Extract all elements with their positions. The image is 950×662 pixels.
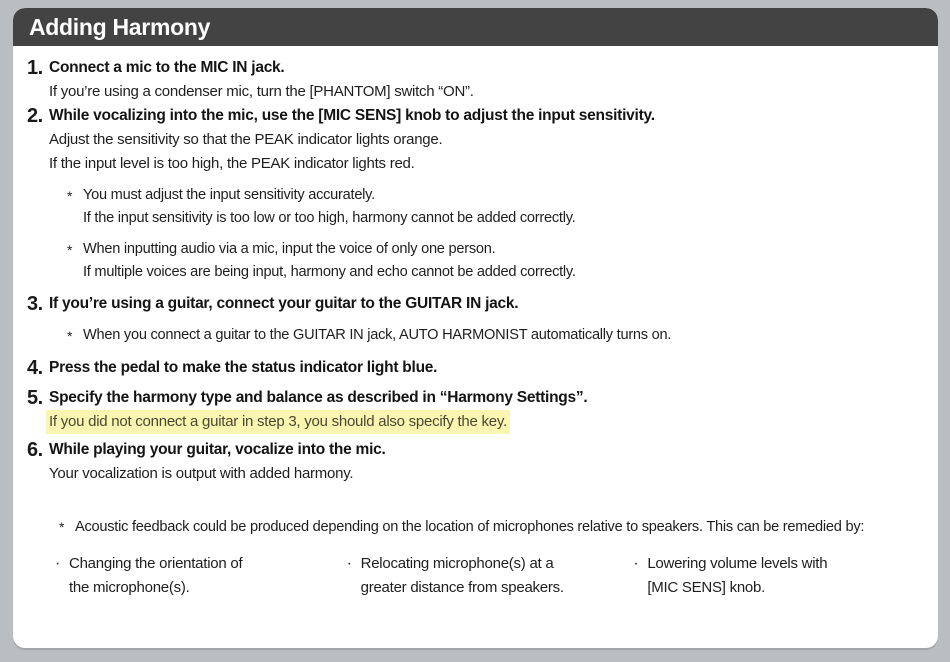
page-title: Adding Harmony: [29, 13, 211, 40]
step-subline: If the input level is too high, the PEAK indicator lights red.: [49, 155, 415, 172]
bullet-body: [69, 552, 343, 600]
asterisk-icon: *: [67, 328, 73, 344]
note-line: You must adjust the input sensitivity accurately.: [83, 187, 375, 203]
step-subline: Adjust the sensitivity so that the PEAK indicator lights orange.: [49, 131, 443, 148]
step-number: 6.: [27, 439, 43, 461]
highlighted-subline: If you did not connect a guitar in step 3, you should also specify the key.: [46, 410, 510, 434]
step-title-prefix: Specify the harmony type and balance as described in: [49, 389, 440, 406]
step-title: Connect a mic to the MIC IN jack.: [49, 59, 285, 76]
card-body: [13, 46, 938, 600]
note-lines: [83, 324, 924, 347]
footnote-bullet-item: [51, 552, 343, 600]
bullet-line: Relocating microphone(s) at a: [360, 555, 554, 572]
step-title: [49, 386, 924, 410]
step-subline: Your vocalization is output with added harmony.: [49, 465, 354, 482]
step-title: Press the pedal to make the status indicator light blue.: [49, 359, 438, 376]
bullet-dot-icon: ·: [346, 555, 352, 572]
note-line: When you connect a guitar to the GUITAR IN jack, AUTO HARMONIST automatically turns on.: [83, 327, 672, 343]
step-content: [49, 104, 924, 284]
step-note: [49, 184, 924, 230]
step-item: [23, 292, 924, 348]
step-content: [49, 56, 924, 104]
step-content: [49, 386, 924, 434]
step-title: While vocalizing into the mic, use the [MIC SENS] knob to adjust the input sensitivity.: [49, 107, 655, 124]
step-title-suffix: .: [583, 389, 588, 406]
step-number: 2.: [27, 105, 43, 127]
note-line: If multiple voices are being input, harmony and echo cannot be added correctly.: [83, 264, 576, 280]
bullet-dot-icon: ·: [55, 555, 61, 572]
asterisk-icon: *: [67, 242, 73, 258]
bullet-line: the microphone(s).: [69, 579, 190, 596]
asterisk-icon: *: [67, 188, 73, 204]
bullet-line: Changing the orientation of: [69, 555, 243, 572]
note-lines: [83, 184, 924, 230]
step-note: [49, 324, 924, 348]
footnote: [23, 516, 924, 539]
bullet-line: Lowering volume levels with: [647, 555, 828, 572]
harmony-settings-reference: “Harmony Settings”: [439, 389, 584, 406]
step-content: [49, 292, 924, 348]
step-subline: If you’re using a condenser mic, turn the [PHANTOM] switch “ON”.: [49, 83, 474, 100]
step-item: [23, 356, 924, 380]
footnote-bullet-item: [629, 552, 916, 600]
footnote-bullet-columns: [23, 552, 924, 600]
step-note: [49, 238, 924, 284]
bullet-line: greater distance from speakers.: [360, 579, 564, 596]
step-number: 1.: [27, 57, 43, 79]
footnote-bullet-item: [343, 552, 630, 600]
step-content: [49, 356, 924, 380]
step-item: [23, 438, 924, 486]
asterisk-icon: *: [59, 519, 65, 535]
step-number: 5.: [27, 387, 43, 409]
card-header: [13, 8, 938, 46]
instruction-card: [13, 8, 938, 648]
note-lines: [83, 238, 924, 284]
step-item: [23, 386, 924, 434]
step-title: If you’re using a guitar, connect your guitar to the GUITAR IN jack.: [49, 295, 519, 312]
bullet-line: [MIC SENS] knob.: [647, 579, 766, 596]
bullet-dot-icon: ·: [633, 555, 639, 572]
step-item: [23, 104, 924, 284]
note-line: If the input sensitivity is too low or too high, harmony cannot be added correctly.: [83, 210, 576, 226]
note-line: When inputting audio via a mic, input the voice of only one person.: [83, 241, 496, 257]
step-title: While playing your guitar, vocalize into the mic.: [49, 441, 386, 458]
step-content: [49, 438, 924, 486]
step-number: 4.: [27, 357, 43, 379]
bullet-body: [647, 552, 916, 600]
step-number: 3.: [27, 293, 43, 315]
step-item: [23, 56, 924, 104]
bullet-body: [361, 552, 630, 600]
highlighted-note-row: [49, 410, 924, 434]
footnote-text: Acoustic feedback could be produced depending on the location of microphones relative to speakers. This can be remedied by:: [75, 519, 865, 535]
